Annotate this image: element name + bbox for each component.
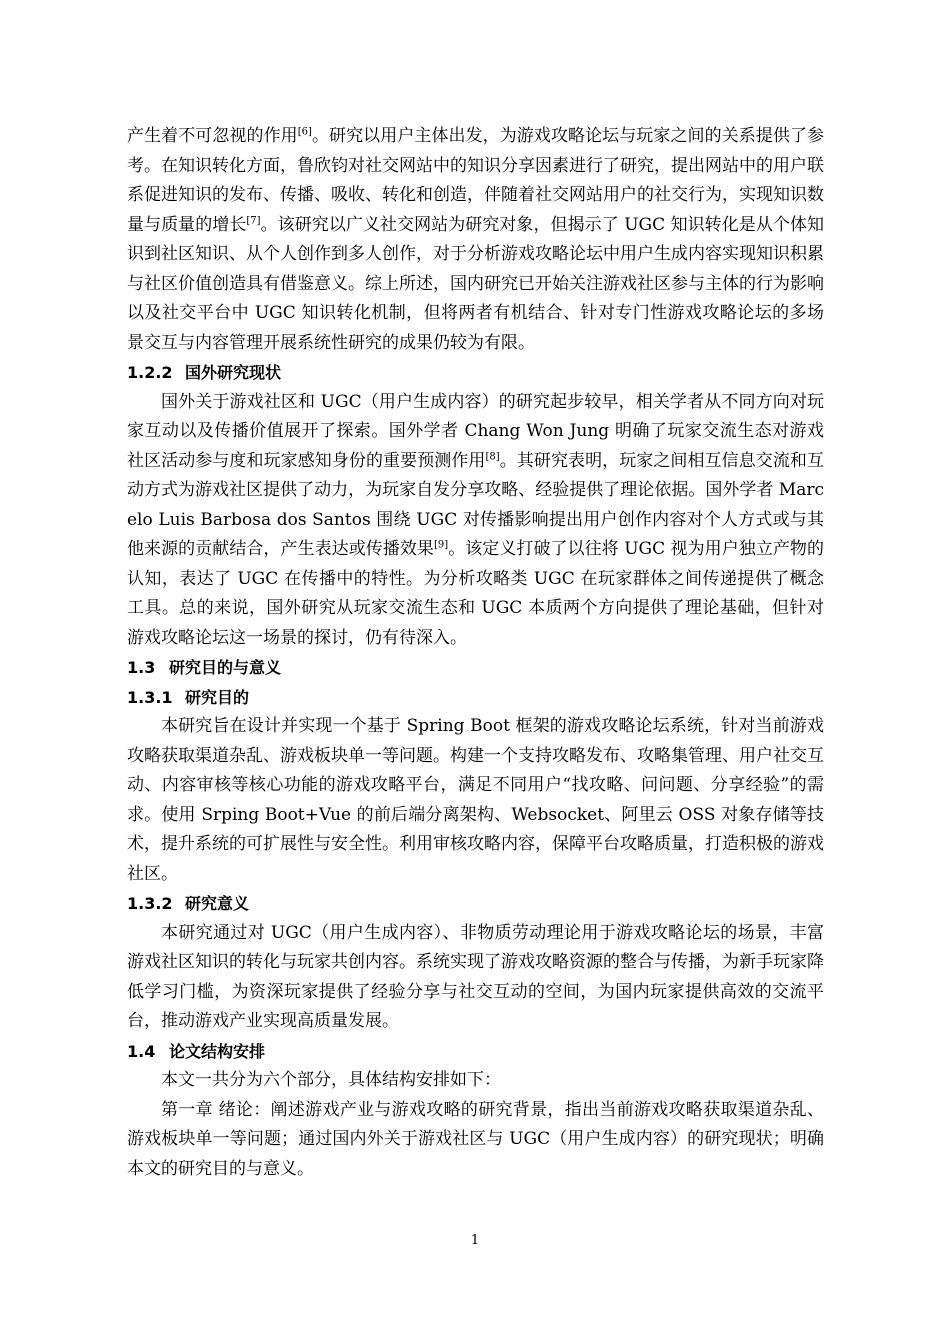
citation-ref: [6] (297, 126, 312, 138)
citation-ref: [8] (485, 450, 500, 462)
paragraph-chapter-1: 第一章 绪论：阐述游戏产业与游戏攻略的研究背景，指出当前游戏攻略获取渠道杂乱、游戏板块单一等问题；通过国内外关于游戏社区与 UGC（用户生成内容）的研究现状；明确本文的研究目的与意义。 (127, 1099, 824, 1179)
text-run: 国外关于游戏社区和 UGC（用户生成内容）的研究起步较早，相关学者从不同方向对玩家互动以及传播价值展开了探索。国外学者 Chang Won Jung 明确了玩家交流生态对游戏社区活动参与度和玩家感知身份的重要预测作用 (127, 391, 824, 471)
page-content (127, 122, 824, 1184)
heading-number: 1.3.2 (127, 894, 173, 913)
text-run: 。其研究表明，玩家之间相互信息交流和互动方式为游戏社区提供了动力，为玩家自发分享攻略、经验提供了理论依据。国外学者 Marcelo Luis Barbosa dos Santos 围绕 UGC 对传播影响提出用户创作内容对个人方式或与其他来源的贡献结合，产生表达或传播效果 (127, 450, 824, 559)
page-number: 1 (470, 1233, 480, 1248)
heading-title: 研究目的 (185, 687, 250, 707)
heading-number: 1.3.1 (127, 687, 173, 707)
heading-1-3 (127, 653, 824, 683)
paragraph-research-purpose: 本研究旨在设计并实现一个基于 Spring Boot 框架的游戏攻略论坛系统，针对当前游戏攻略获取渠道杂乱、游戏板块单一等问题。构建一个支持攻略发布、攻略集管理、用户社交互动、内容审核等核心功能的游戏攻略平台，满足不同用户“找攻略、问问题、分享经验”的需求。使用 Srping Boot+Vue 的前后端分离架构、Websocket、阿里云 OSS 对象存储等技术，提升系统的可扩展性与安全性。利用审核攻略内容，保障平台攻略质量，打造积极的游戏社区。 (127, 716, 824, 884)
heading-1-3-1 (127, 683, 824, 713)
paragraph-research-significance: 本研究通过对 UGC（用户生成内容）、非物质劳动理论用于游戏攻略论坛的场景，丰富游戏社区知识的转化与玩家共创内容。系统实现了游戏攻略资源的整合与传播，为新手玩家降低学习门槛，为资深玩家提供了经验分享与社交互动的空间，为国内玩家提供高效的交流平台，推动游戏产业实现高质量发展。 (127, 922, 824, 1031)
text-run: 。该定义打破了以往将 UGC 视为用户独立产物的认知，表达了 UGC 在传播中的特性。为分析攻略类 UGC 在玩家群体之间传递提供了概念工具。总的来说，国外研究从玩家交流生态和 UGC 本质两个方向提供了理论基础，但针对游戏攻略论坛这一场景的探讨，仍有待深入。 (127, 539, 824, 648)
paragraph-domestic-research-cont (127, 122, 824, 358)
citation-ref: [9] (433, 539, 449, 551)
heading-number: 1.4 (127, 1041, 156, 1061)
text-run: 。研究以用户主体出发，为游戏攻略论坛与玩家之间的关系提供了参考。在知识转化方面，鲁欣钧对社交网站中的知识分享因素进行了研究，提出网站中的用户联系促进知识的发布、传播、吸收、转化和创造，伴随着社交网站用户的社交行为，实现知识数量与质量的增长 (127, 126, 825, 235)
heading-title: 研究意义 (185, 894, 250, 913)
heading-1-2-2 (127, 358, 824, 388)
text-run: 。该研究以广义社交网站为研究对象，但揭示了 UGC 知识转化是从个体知识到社区知识、从个人创作到多人创作，对于分析游戏攻略论坛中用户生成内容实现知识积累与社区价值创造具有借鉴意义。综上所述，国内研究已开始关注游戏社区参与主体的行为影响以及社交平台中 UGC 知识转化机制，但将两者有机结合、针对专门性游戏攻略论坛的多场景交互与内容管理开展系统性研究的成果仍较为有限。 (127, 214, 825, 353)
heading-title: 国外研究现状 (185, 363, 282, 382)
heading-1-3-2 (127, 889, 824, 919)
heading-title: 论文结构安排 (169, 1041, 266, 1061)
heading-number: 1.2.2 (127, 363, 173, 382)
paragraph-structure-intro: 本文一共分为六个部分，具体结构安排如下： (161, 1070, 501, 1090)
heading-number: 1.3 (127, 658, 156, 677)
heading-title: 研究目的与意义 (169, 658, 282, 677)
paragraph-foreign-research (127, 388, 824, 654)
citation-ref: [7] (246, 214, 261, 226)
text-run: 产生着不可忽视的作用 (127, 126, 298, 146)
heading-1-4 (127, 1037, 824, 1067)
